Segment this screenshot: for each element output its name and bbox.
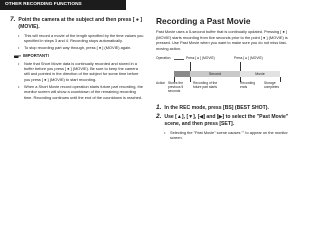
action-label: Action <box>156 80 166 85</box>
intro-paragraph: Past Movie uses a 5-second buffer that is continually updated. Pressing [ ● ] (MOVIE) starts recording from five seconds prior to the point [ ● ] (MOVIE) is pressed. Use Past Movie when you want to make sure you do not miss fast-moving action. <box>156 29 288 51</box>
bullet-icon: • <box>18 45 20 51</box>
section-header: OTHER RECORDING FUNCTIONS <box>0 0 126 10</box>
bullet-text: Selecting the "Past Movie" scene causes "" to appear on the monitor screen. <box>170 129 288 141</box>
press-start-tick <box>190 62 191 71</box>
bullet-text: When a Short Movie record operation starts future part recording, the monitor screen will show a countdown of the remaining recording time. Recording continues until the end of the countdown is reached. <box>24 84 143 100</box>
bullet-icon: • <box>18 60 20 66</box>
bullet-text: This will record a movie of the length specified by the time values you specified in steps 3 and 4. Recording stops automatically. <box>24 32 144 44</box>
timeline-diagram <box>156 54 294 97</box>
step-number: 7. <box>10 16 16 23</box>
important-heading <box>14 54 144 59</box>
bullet-text: Note that Short Movie data is continually recorded and stored in a buffer before you press [ ● ] (MOVIE). Be sure to keep the camera still and pointed in the direction of the subject for some time before you press [ ● ] (MOVIE) to start recording. <box>24 60 139 82</box>
operation-arrow <box>174 59 184 60</box>
left-column <box>10 17 144 102</box>
step-7 <box>10 17 144 30</box>
bullet-icon: • <box>18 32 20 38</box>
right-column <box>156 17 294 142</box>
list-item <box>18 45 144 50</box>
recording-future-label: Recording of the future part starts <box>193 80 218 89</box>
storage-completes-label: Storage completes <box>264 80 280 89</box>
stores-previous-label: Stores the previous 5 seconds <box>168 80 184 93</box>
list-item <box>18 61 144 83</box>
hand-pointer-icon <box>14 54 21 59</box>
step-1 <box>156 105 294 112</box>
buffer-segment <box>174 71 190 77</box>
page-title: Recording a Past Movie <box>156 16 251 26</box>
movie-segment: Movie <box>240 71 280 77</box>
step-number: 2. <box>156 113 162 121</box>
press-stop-tick <box>240 62 241 71</box>
second-segment: Second <box>190 71 240 77</box>
important-label: IMPORTANT! <box>23 53 49 59</box>
list-item <box>164 130 294 141</box>
bullet-icon: • <box>164 129 166 135</box>
recording-ends-label: Recording ends <box>240 80 256 89</box>
operation-label: Operation <box>156 55 171 60</box>
step-title: Use [▲], [▼], [◀] and [▶] to select the "Past Movie" scene, and then press [SET]. <box>164 114 289 127</box>
bullet-text: To stop recording part way through, press [ ● ] (MOVIE) again. <box>24 45 132 51</box>
step-title: Point the camera at the subject and then press [ ● ] (MOVIE). <box>18 17 143 30</box>
press-label-start: Press [ ● ] (MOVIE) <box>186 55 215 60</box>
step-2 <box>156 114 294 127</box>
step-number: 1. <box>156 103 162 111</box>
list-item <box>18 33 144 44</box>
step-title: In the REC mode, press [BS] (BEST SHOT). <box>164 104 269 111</box>
press-label-stop: Press [ ● ] (MOVIE) <box>234 55 263 60</box>
list-item <box>18 84 144 100</box>
bullet-icon: • <box>18 84 20 90</box>
action-tick <box>190 77 191 82</box>
